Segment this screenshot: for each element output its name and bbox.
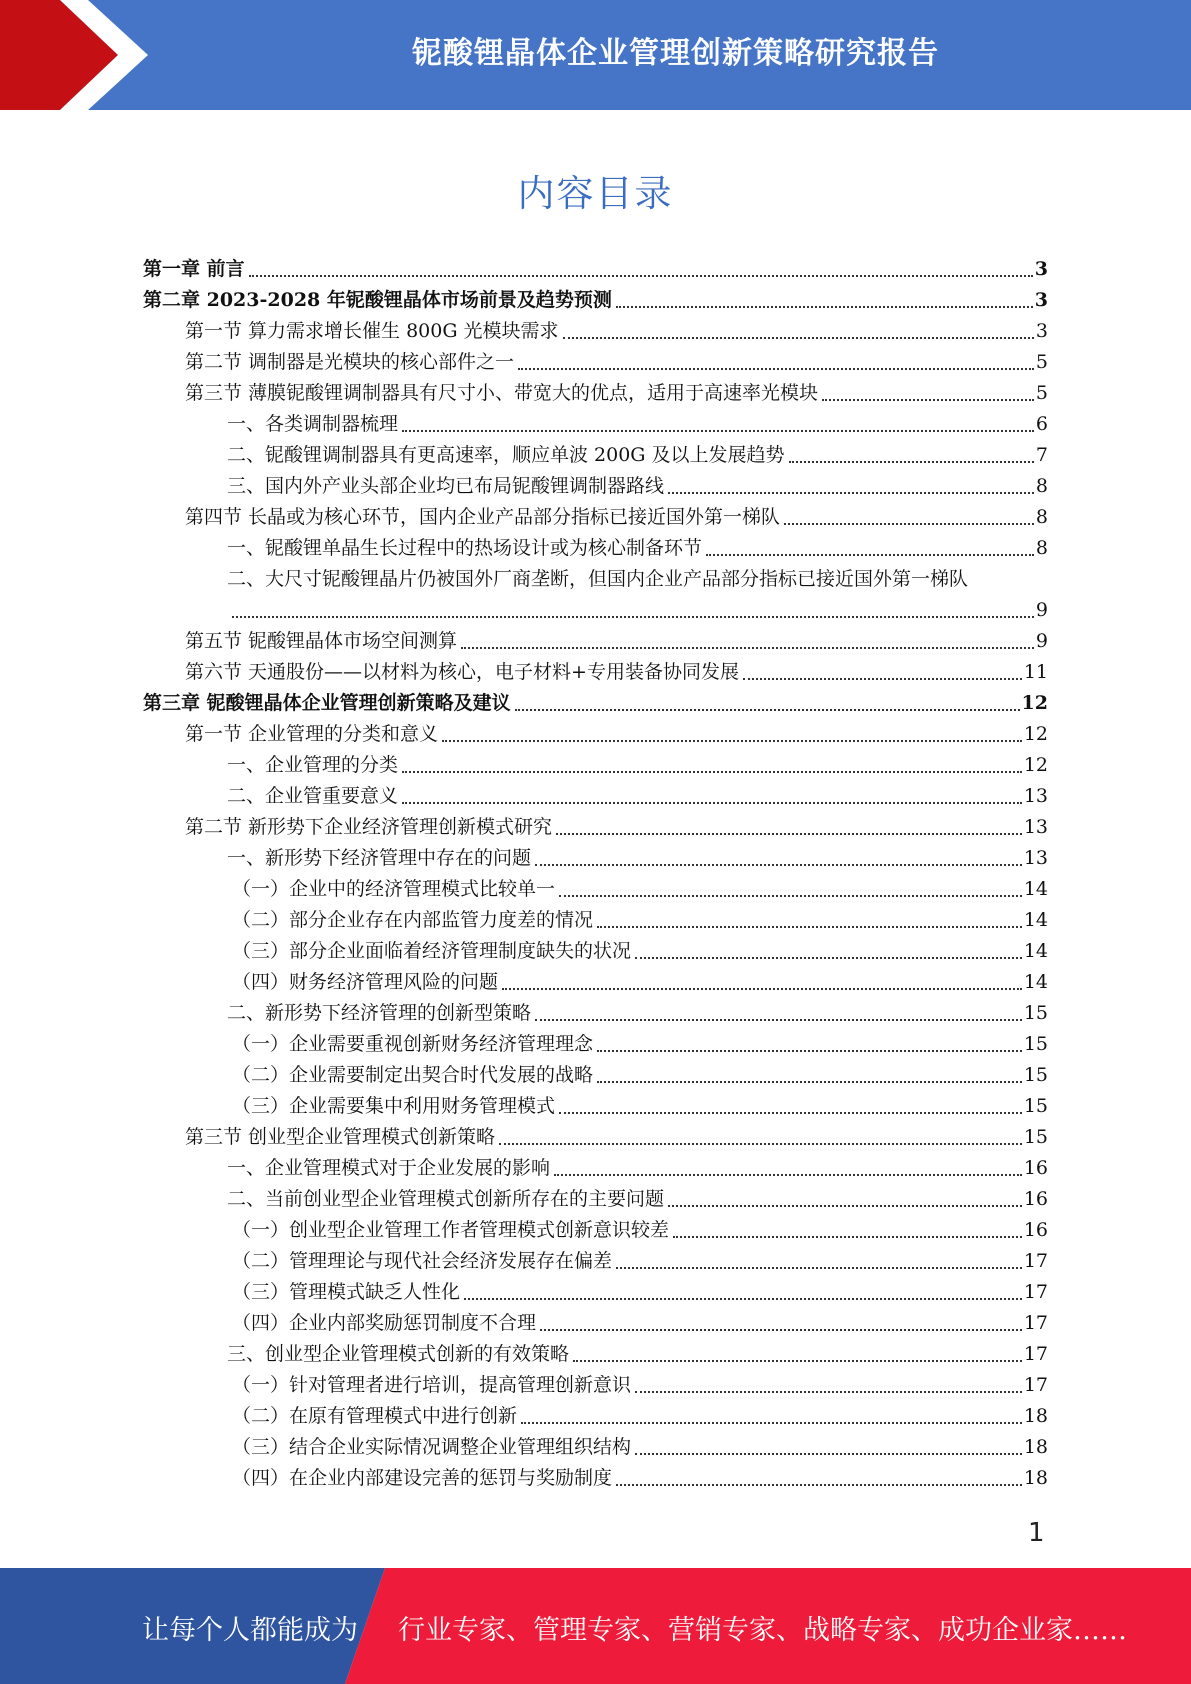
toc-entry-title: （一）针对管理者进行培训，提高管理创新意识 [232,1374,632,1396]
toc-entry-title: （四）财务经济管理风险的问题 [232,971,499,993]
toc-leader-dots [518,368,1034,370]
toc-entry-continuation[interactable] [143,595,1048,626]
toc-entry-title: （二）在原有管理模式中进行创新 [232,1405,518,1427]
toc-entry-page: 11 [1023,661,1048,683]
toc-entry-page: 15 [1023,1002,1048,1024]
toc-entry-page: 15 [1023,1126,1048,1148]
toc-leader-dots [597,1081,1022,1083]
toc-entry-page: 14 [1023,878,1048,900]
toc-entry-title: 一、铌酸锂单晶生长过程中的热场设计或为核心制备环节 [227,537,703,559]
toc-leader-dots [616,1484,1022,1486]
toc-entry[interactable] [143,254,1048,285]
toc-entry-page: 15 [1023,1033,1048,1055]
toc-entry-page: 14 [1023,909,1048,931]
toc-entry-page: 18 [1023,1467,1048,1489]
toc-entry[interactable] [143,688,1048,719]
toc-leader-dots [502,988,1022,990]
toc-entry[interactable] [143,285,1048,316]
toc-entry-page: 6 [1035,413,1048,435]
toc-leader-dots [789,461,1034,463]
toc-entry-title: 一、企业管理模式对于企业发展的影响 [227,1157,551,1179]
toc-entry-title: （二）管理理论与现代社会经济发展存在偏差 [232,1250,613,1272]
toc-entry-title: 一、新形势下经济管理中存在的问题 [227,847,532,869]
toc-leader-dots [559,1112,1022,1114]
toc-entry-page: 8 [1035,475,1048,497]
toc-entry[interactable] [143,502,1048,533]
toc-leader-dots [515,709,1020,711]
toc-entry-title: 第一节 算力需求增长催生 800G 光模块需求 [185,320,559,342]
toc-entry-title: 二、新形势下经济管理的创新型策略 [227,1002,532,1024]
toc-entry[interactable] [143,471,1048,502]
toc-entry[interactable] [143,781,1048,812]
toc-entry[interactable] [143,1401,1048,1432]
toc-entry[interactable] [143,378,1048,409]
toc-entry[interactable] [143,440,1048,471]
toc-entry[interactable] [143,967,1048,998]
toc-entry-page: 13 [1023,816,1048,838]
toc-entry[interactable] [143,1153,1048,1184]
toc-leader-dots [442,740,1022,742]
toc-entry[interactable] [143,1370,1048,1401]
toc-entry[interactable] [143,843,1048,874]
footer-banner [0,1568,1191,1684]
toc-leader-dots [559,895,1022,897]
toc-entry[interactable] [143,1060,1048,1091]
toc-entry-title: 第四节 长晶或为核心环节，国内企业产品部分指标已接近国外第一梯队 [185,506,781,528]
toc-entry[interactable] [143,409,1048,440]
toc-entry-page: 9 [1035,599,1048,621]
toc-entry-page: 17 [1023,1343,1048,1365]
toc-entry-title: 第二节 新形势下企业经济管理创新模式研究 [185,816,553,838]
toc-entry-title: （二）部分企业存在内部监管力度差的情况 [232,909,594,931]
toc-entry[interactable] [143,1277,1048,1308]
toc-entry-page: 13 [1023,847,1048,869]
toc-entry[interactable] [143,998,1048,1029]
toc-entry-title: 二、大尺寸铌酸锂晶片仍被国外厂商垄断，但国内企业产品部分指标已接近国外第一梯队 [227,568,969,590]
toc-entry-title: 第三节 薄膜铌酸锂调制器具有尺寸小、带宽大的优点，适用于高速率光模块 [185,382,819,404]
toc-leader-dots [743,678,1022,680]
toc-entry-title: 第一章 前言 [143,258,245,280]
toc-entry-title: 三、国内外产业头部企业均已布局铌酸锂调制器路线 [227,475,665,497]
toc-leader-dots [668,492,1034,494]
toc-entry-title: （四）企业内部奖励惩罚制度不合理 [232,1312,537,1334]
toc-leader-dots [521,1422,1022,1424]
toc-leader-dots [635,1391,1022,1393]
toc-leader-dots [563,337,1034,339]
toc-leader-dots [535,1019,1022,1021]
toc-leader-dots [402,430,1034,432]
toc-entry-page: 3 [1034,258,1048,280]
toc-leader-dots [668,1205,1022,1207]
toc-entry-title: 一、各类调制器梳理 [227,413,399,435]
toc-leader-dots [635,957,1022,959]
toc-entry-title: （一）企业需要重视创新财务经济管理理念 [232,1033,594,1055]
toc-entry[interactable] [143,347,1048,378]
toc-leader-dots [556,833,1022,835]
toc-entry[interactable] [143,1339,1048,1370]
toc-entry[interactable] [143,1091,1048,1122]
toc-entry-title: 一、企业管理的分类 [227,754,399,776]
toc-leader-dots [616,306,1033,308]
toc-entry-page: 17 [1023,1312,1048,1334]
toc-entry-title: （一）创业型企业管理工作者管理模式创新意识较差 [232,1219,670,1241]
toc-leader-dots [554,1174,1022,1176]
toc-entry-page: 16 [1023,1188,1048,1210]
toc-entry-page: 16 [1023,1219,1048,1241]
toc-entry-page: 14 [1023,971,1048,993]
toc-entry[interactable] [143,657,1048,688]
toc-entry-title: 第六节 天通股份——以材料为核心，电子材料+专用装备协同发展 [185,661,739,683]
toc-entry-title: （三）结合企业实际情况调整企业管理组织结构 [232,1436,632,1458]
toc-entry-page: 5 [1035,351,1048,373]
toc-entry[interactable] [143,812,1048,843]
footer-slogan-left: 让每个人都能成为 [142,1615,358,1646]
toc-entry-page: 8 [1035,506,1048,528]
toc-leader-dots [597,1050,1022,1052]
toc-leader-dots [673,1236,1022,1238]
toc-entry[interactable] [143,936,1048,967]
toc-entry[interactable] [143,1308,1048,1339]
toc-leader-dots [573,1360,1022,1362]
toc-entry-title: 第三章 铌酸锂晶体企业管理创新策略及建议 [143,692,511,714]
toc-entry-page: 17 [1023,1250,1048,1272]
toc-entry[interactable] [143,316,1048,347]
toc-entry[interactable] [143,874,1048,905]
toc-entry-page: 12 [1021,692,1048,714]
toc-entry-title: 三、创业型企业管理模式创新的有效策略 [227,1343,570,1365]
report-title: 铌酸锂晶体企业管理创新策略研究报告 [412,36,939,71]
toc-leader-dots [402,771,1022,773]
toc-entry-page: 17 [1023,1281,1048,1303]
toc-entry-title: 二、企业管重要意义 [227,785,399,807]
toc-entry[interactable] [143,1432,1048,1463]
toc-entry-page: 12 [1023,723,1048,745]
toc-entry-title: 第二节 调制器是光模块的核心部件之一 [185,351,515,373]
toc-entry-page: 14 [1023,940,1048,962]
toc-entry-title: （三）部分企业面临着经济管理制度缺失的状况 [232,940,632,962]
toc-leader-dots [499,1143,1022,1145]
footer-slogan-right: 行业专家、管理专家、营销专家、战略专家、成功企业家…… [398,1615,1127,1646]
toc-entry-page: 18 [1023,1405,1048,1427]
toc-leader-dots [616,1267,1022,1269]
toc-leader-dots [597,926,1022,928]
toc-entry-page: 18 [1023,1436,1048,1458]
toc-entry[interactable] [143,533,1048,564]
toc-entry-page: 12 [1023,754,1048,776]
header-banner [0,0,1191,110]
toc-entry-title: 第一节 企业管理的分类和意义 [185,723,439,745]
toc-entry-page: 8 [1035,537,1048,559]
toc-entry[interactable] [143,1215,1048,1246]
toc-entry-title: （二）企业需要制定出契合时代发展的战略 [232,1064,594,1086]
toc-entry-title: （三）企业需要集中利用财务管理模式 [232,1095,556,1117]
toc-leader-dots [822,399,1034,401]
toc-heading: 内容目录 [517,172,674,215]
toc-entry-title: 第三节 创业型企业管理模式创新策略 [185,1126,496,1148]
toc-leader-dots [784,523,1034,525]
toc-entry-title: 第五节 铌酸锂晶体市场空间测算 [185,630,458,652]
toc-entry-title: 二、当前创业型企业管理模式创新所存在的主要问题 [227,1188,665,1210]
toc-entry-page: 3 [1035,320,1048,342]
toc-leader-dots [540,1329,1022,1331]
page-number: 1 [1028,1518,1045,1548]
toc-entry-page: 5 [1035,382,1048,404]
toc-leader-dots [232,616,1034,618]
toc-entry-title: （一）企业中的经济管理模式比较单一 [232,878,556,900]
toc-leader-dots [464,1298,1022,1300]
toc-entry[interactable] [143,564,1048,595]
toc-entry[interactable] [143,1122,1048,1153]
toc-leader-dots [461,647,1034,649]
toc-entry-page: 17 [1023,1374,1048,1396]
toc-entry[interactable] [143,750,1048,781]
toc-entry[interactable] [143,905,1048,936]
toc-entry-title: 第二章 2023-2028 年铌酸锂晶体市场前景及趋势预测 [143,289,612,311]
toc-entry-title: （四）在企业内部建设完善的惩罚与奖励制度 [232,1467,613,1489]
toc-leader-dots [402,802,1022,804]
toc-entry-page: 13 [1023,785,1048,807]
toc-leader-dots [535,864,1022,866]
toc-leader-dots [706,554,1034,556]
table-of-contents [143,254,1048,1494]
toc-entry[interactable] [143,1463,1048,1494]
toc-leader-dots [249,275,1033,277]
toc-entry[interactable] [143,1246,1048,1277]
toc-entry-title: 二、铌酸锂调制器具有更高速率，顺应单波 200G 及以上发展趋势 [227,444,785,466]
toc-entry[interactable] [143,1184,1048,1215]
toc-entry-page: 15 [1023,1064,1048,1086]
toc-leader-dots [635,1453,1022,1455]
toc-entry[interactable] [143,719,1048,750]
toc-entry-page: 15 [1023,1095,1048,1117]
toc-entry[interactable] [143,626,1048,657]
toc-entry-page: 16 [1023,1157,1048,1179]
toc-entry-page: 9 [1035,630,1048,652]
toc-entry[interactable] [143,1029,1048,1060]
toc-entry-title: （三）管理模式缺乏人性化 [232,1281,461,1303]
toc-entry-page: 7 [1035,444,1048,466]
toc-entry-page: 3 [1034,289,1048,311]
